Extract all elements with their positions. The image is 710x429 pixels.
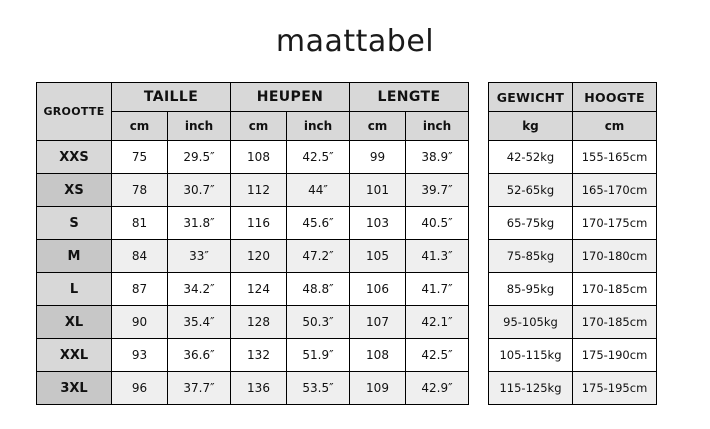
table-row	[489, 141, 657, 174]
cell-lengte-inch: 42.1″	[406, 306, 469, 339]
cell-hoogte: 165-170cm	[573, 174, 657, 207]
cell-lengte-inch: 42.9″	[406, 372, 469, 405]
table-row	[489, 174, 657, 207]
header-taille-inch: inch	[168, 112, 231, 141]
cell-lengte-cm: 107	[350, 306, 406, 339]
header-gewicht: GEWICHT	[489, 83, 573, 112]
cell-hoogte: 170-180cm	[573, 240, 657, 273]
header-gewicht-kg: kg	[489, 112, 573, 141]
header-taille-cm: cm	[112, 112, 168, 141]
header-heupen-inch: inch	[287, 112, 350, 141]
table-row	[37, 240, 469, 273]
cell-heupen-inch: 42.5″	[287, 141, 350, 174]
cell-taille-cm: 78	[112, 174, 168, 207]
table-row	[37, 306, 469, 339]
cell-heupen-cm: 108	[231, 141, 287, 174]
main-size-table-wrapper	[36, 82, 469, 405]
header-hoogte-cm: cm	[573, 112, 657, 141]
cell-taille-inch: 31.8″	[168, 207, 231, 240]
side-header-units	[489, 112, 657, 141]
cell-heupen-inch: 44″	[287, 174, 350, 207]
size-label: L	[37, 273, 112, 306]
header-lengte: LENGTE	[350, 83, 469, 112]
cell-lengte-cm: 108	[350, 339, 406, 372]
cell-heupen-inch: 50.3″	[287, 306, 350, 339]
cell-hoogte: 170-185cm	[573, 273, 657, 306]
table-row	[37, 141, 469, 174]
size-label: S	[37, 207, 112, 240]
table-row	[37, 207, 469, 240]
table-row	[489, 273, 657, 306]
table-row	[37, 372, 469, 405]
cell-taille-cm: 93	[112, 339, 168, 372]
cell-lengte-cm: 99	[350, 141, 406, 174]
cell-taille-cm: 81	[112, 207, 168, 240]
cell-heupen-cm: 120	[231, 240, 287, 273]
table-row	[37, 339, 469, 372]
size-label: XL	[37, 306, 112, 339]
header-heupen-cm: cm	[231, 112, 287, 141]
table-row	[489, 306, 657, 339]
cell-heupen-inch: 51.9″	[287, 339, 350, 372]
cell-lengte-inch: 40.5″	[406, 207, 469, 240]
cell-lengte-inch: 41.3″	[406, 240, 469, 273]
table-row	[489, 372, 657, 405]
cell-taille-inch: 33″	[168, 240, 231, 273]
weight-height-table	[488, 82, 657, 405]
cell-heupen-cm: 116	[231, 207, 287, 240]
cell-hoogte: 155-165cm	[573, 141, 657, 174]
cell-lengte-cm: 106	[350, 273, 406, 306]
cell-taille-cm: 96	[112, 372, 168, 405]
cell-gewicht: 42-52kg	[489, 141, 573, 174]
header-grootte: GROOTTE	[37, 83, 112, 141]
cell-heupen-cm: 124	[231, 273, 287, 306]
cell-lengte-cm: 101	[350, 174, 406, 207]
cell-gewicht: 115-125kg	[489, 372, 573, 405]
cell-lengte-inch: 41.7″	[406, 273, 469, 306]
table-row	[489, 207, 657, 240]
cell-taille-cm: 90	[112, 306, 168, 339]
header-lengte-inch: inch	[406, 112, 469, 141]
cell-gewicht: 85-95kg	[489, 273, 573, 306]
cell-lengte-cm: 105	[350, 240, 406, 273]
cell-hoogte: 175-195cm	[573, 372, 657, 405]
cell-taille-inch: 30.7″	[168, 174, 231, 207]
cell-lengte-inch: 42.5″	[406, 339, 469, 372]
cell-gewicht: 65-75kg	[489, 207, 573, 240]
header-taille: TAILLE	[112, 83, 231, 112]
cell-taille-inch: 37.7″	[168, 372, 231, 405]
cell-taille-inch: 29.5″	[168, 141, 231, 174]
tables-container	[0, 82, 710, 405]
cell-lengte-cm: 109	[350, 372, 406, 405]
cell-heupen-cm: 128	[231, 306, 287, 339]
size-label: XXS	[37, 141, 112, 174]
side-header-groups	[489, 83, 657, 112]
cell-lengte-cm: 103	[350, 207, 406, 240]
main-size-table	[36, 82, 469, 405]
header-heupen: HEUPEN	[231, 83, 350, 112]
table-row	[489, 240, 657, 273]
cell-taille-cm: 87	[112, 273, 168, 306]
cell-hoogte: 170-185cm	[573, 306, 657, 339]
cell-gewicht: 105-115kg	[489, 339, 573, 372]
weight-height-table-wrapper	[488, 82, 657, 405]
cell-heupen-inch: 53.5″	[287, 372, 350, 405]
cell-hoogte: 170-175cm	[573, 207, 657, 240]
cell-heupen-inch: 47.2″	[287, 240, 350, 273]
size-label: XS	[37, 174, 112, 207]
cell-heupen-inch: 48.8″	[287, 273, 350, 306]
cell-heupen-cm: 132	[231, 339, 287, 372]
cell-taille-inch: 35.4″	[168, 306, 231, 339]
header-hoogte: HOOGTE	[573, 83, 657, 112]
cell-taille-cm: 75	[112, 141, 168, 174]
cell-gewicht: 95-105kg	[489, 306, 573, 339]
table-row	[37, 273, 469, 306]
table-row	[489, 339, 657, 372]
cell-taille-inch: 34.2″	[168, 273, 231, 306]
cell-lengte-inch: 39.7″	[406, 174, 469, 207]
page-title: maattabel	[275, 24, 435, 59]
header-lengte-cm: cm	[350, 112, 406, 141]
size-label: M	[37, 240, 112, 273]
cell-gewicht: 52-65kg	[489, 174, 573, 207]
cell-taille-cm: 84	[112, 240, 168, 273]
cell-gewicht: 75-85kg	[489, 240, 573, 273]
cell-lengte-inch: 38.9″	[406, 141, 469, 174]
cell-heupen-inch: 45.6″	[287, 207, 350, 240]
size-label: XXL	[37, 339, 112, 372]
cell-hoogte: 175-190cm	[573, 339, 657, 372]
cell-heupen-cm: 136	[231, 372, 287, 405]
cell-heupen-cm: 112	[231, 174, 287, 207]
table-header-groups	[37, 83, 469, 112]
table-row	[37, 174, 469, 207]
size-label: 3XL	[37, 372, 112, 405]
cell-taille-inch: 36.6″	[168, 339, 231, 372]
